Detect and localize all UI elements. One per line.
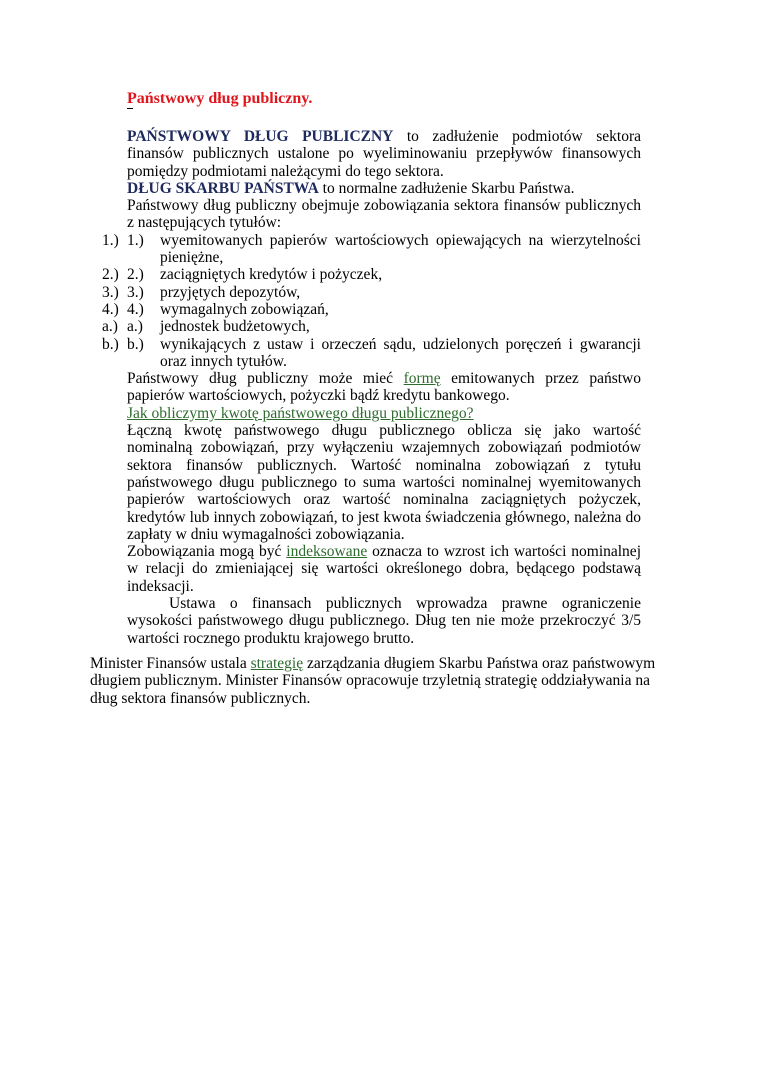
definition-public-debt xyxy=(127,128,641,180)
list-subnumber: 3.) xyxy=(127,283,144,301)
indexation-paragraph xyxy=(127,543,641,595)
law-paragraph: Ustawa o finansach publicznych wprowadza prawne ograniczenie wysokości państwowego długu publicznego. Dług ten nie może przekroczyć 3/5 wartości rocznego produktu krajowego brutto. xyxy=(127,595,641,647)
list-number: b.) xyxy=(102,335,119,353)
list-subnumber: 2.) xyxy=(127,266,144,284)
list-item-text: wymagalnych zobowiązań, xyxy=(160,300,329,318)
calculation-paragraph: Łączną kwotę państwowego długu publicznego oblicza się jako wartość nominalną zobowiązań, przy wyłączeniu wzajemnych zobowiązań podmiotów sektora finansów publicznych. Wartość nominalna zobowiązań z tytułu państwowego długu publicznego to suma wartości nominalnej wyemitowanych papierów wartościowych oraz wartość nominalna zaciągniętych pożyczek, kredytów lub innych zobowiązań, to jest kwota świadczenia głównego, należna do zapłaty w dniu wymagalności zobowiązania. xyxy=(127,422,641,543)
list-item xyxy=(102,231,641,267)
paragraph-text: emitowanych przez państwo papierów wartościowych, pożyczki bądź kredytu bankowego. xyxy=(127,370,641,405)
indexed-link[interactable]: indeksowane xyxy=(286,543,368,561)
list-item xyxy=(102,266,641,284)
list-item-text: przyjętych depozytów, xyxy=(160,283,301,301)
form-paragraph xyxy=(127,370,641,405)
list-number: 4.) xyxy=(102,300,119,318)
paragraph-text: Państwowy dług publiczny może mieć xyxy=(127,370,404,388)
list-item-text: zaciągniętych kredytów i pożyczek, xyxy=(160,266,383,284)
definition-term: DŁUG SKARBU PAŃSTWA xyxy=(127,179,319,197)
paragraph-text: oznacza to wzrost ich wartości nominalnej w relacji do zmieniającej się wartości określonego dobra, będącego podstawą indeksacji. xyxy=(127,543,641,595)
document-title: Państwowy dług publiczny. xyxy=(127,90,313,107)
definition-text: to normalne zadłużenie Skarbu Państwa. xyxy=(318,179,575,197)
question-paragraph xyxy=(127,405,641,422)
definition-treasury-debt xyxy=(127,180,641,197)
list-number: 1.) xyxy=(102,231,119,249)
list-subnumber: 4.) xyxy=(127,300,144,318)
list-item-text: wyemitowanych papierów wartościowych opiewających na wierzytelności pieniężne, xyxy=(160,231,641,267)
list-subnumber: b.) xyxy=(127,335,144,353)
obligations-list xyxy=(102,231,641,370)
strategy-link[interactable]: strategię xyxy=(250,655,304,672)
small-dash-mark xyxy=(127,108,133,109)
list-number: 2.) xyxy=(102,266,119,284)
list-item xyxy=(102,283,641,301)
list-item-text: jednostek budżetowych, xyxy=(160,318,310,336)
list-item xyxy=(102,335,641,371)
list-subnumber: a.) xyxy=(127,318,143,336)
list-item-text: wynikających z ustaw i orzeczeń sądu, udzielonych poręczeń i gwarancji oraz innych tytułów. xyxy=(160,335,641,370)
definition-term: PAŃSTWOWY DŁUG PUBLICZNY xyxy=(127,128,394,145)
form-link[interactable]: formę xyxy=(403,370,441,388)
minister-paragraph xyxy=(90,655,670,707)
main-text-block xyxy=(102,128,641,647)
paragraph-text: zarządzania długiem Skarbu Państwa oraz państwowym długiem publicznym. Minister Finansów opracowuje trzyletnią strategię oddziaływania na dług sektora finansów publicznych. xyxy=(90,655,656,707)
intro-paragraph: Państwowy dług publiczny obejmuje zobowiązania sektora finansów publicznych z następujących tytułów: xyxy=(127,197,641,232)
list-subnumber: 1.) xyxy=(127,231,144,249)
paragraph-text: Minister Finansów ustala xyxy=(90,655,251,672)
list-item xyxy=(102,318,641,336)
list-number: a.) xyxy=(102,318,118,336)
list-number: 3.) xyxy=(102,283,119,301)
question-link[interactable]: Jak obliczymy kwotę państwowego długu publicznego? xyxy=(127,404,474,422)
definition-text: to zadłużenie podmiotów sektora finansów publicznych ustalone po wyeliminowaniu przepływów finansowych pomiędzy podmiotami należącymi do tego sektora. xyxy=(127,128,641,180)
list-item xyxy=(102,300,641,318)
paragraph-text: Zobowiązania mogą być xyxy=(127,543,287,561)
